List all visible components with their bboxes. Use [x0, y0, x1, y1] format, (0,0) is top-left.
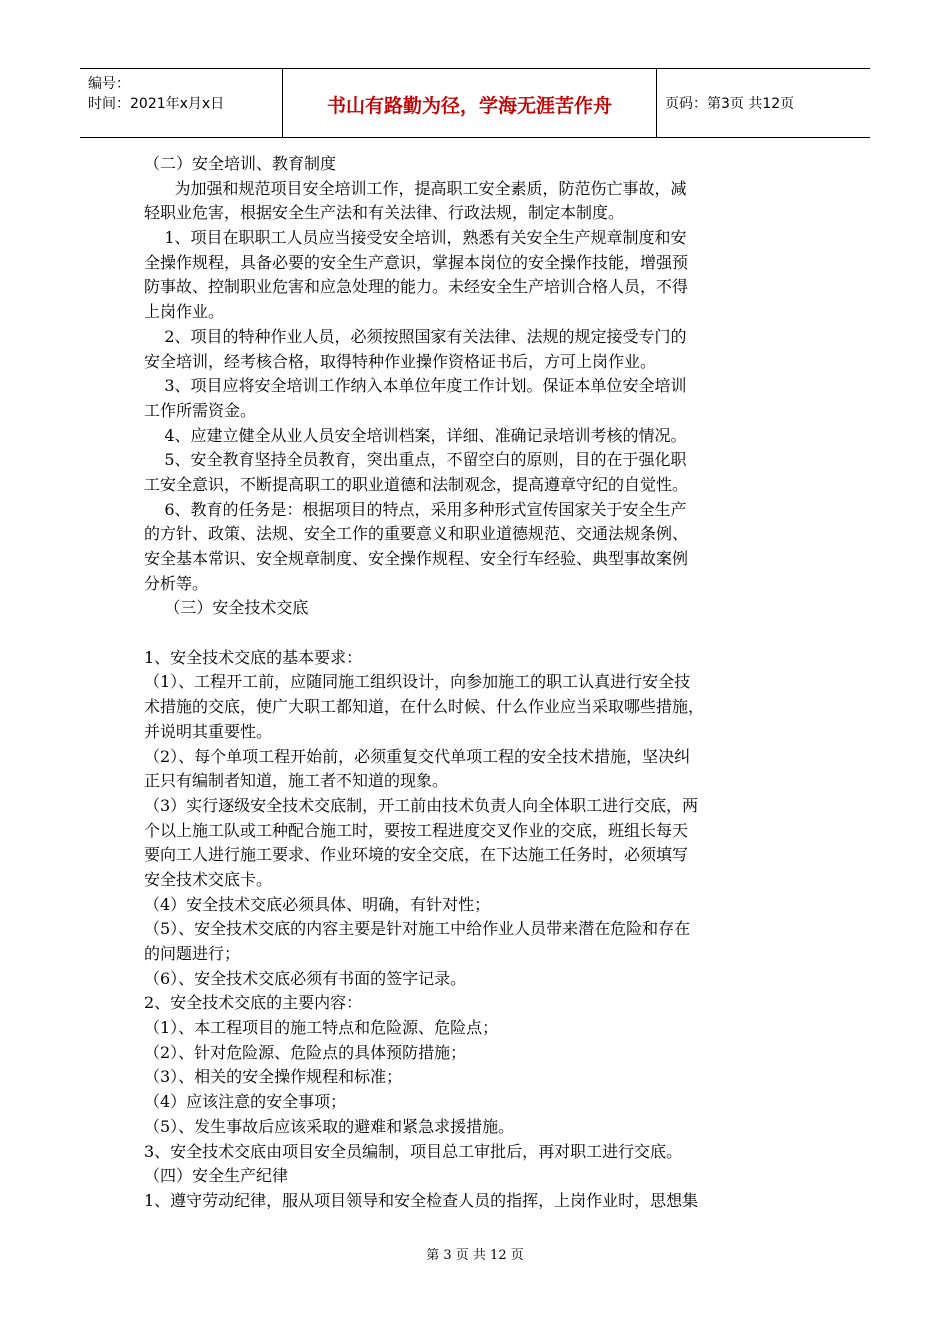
text-line: 个以上施工队或工种配合施工时，要按工程进度交叉作业的交底，班组长每天 [144, 820, 689, 840]
text-line: 并说明其重要性。 [144, 721, 273, 741]
text-line: （2）、针对危险源、危险点的具体预防措施； [144, 1042, 467, 1062]
text-line: 的方针、政策、法规、安全工作的重要意义和职业道德规范、交通法规条例、 [144, 524, 689, 544]
text-line: 术措施的交底，使广大职工都知道，在什么时候、什么作业应当采取哪些措施， [144, 697, 705, 717]
text-line: 的问题进行； [144, 944, 241, 963]
text-line: 3、项目应将安全培训工作纳入本单位年度工作计划。保证本单位安全培训 [144, 376, 687, 396]
text-line: 分析等。 [144, 573, 209, 593]
text-line: 安全基本常识、安全规章制度、安全操作规程、安全行车经验、典型事故案例 [144, 549, 689, 568]
text-line: 安全培训，经考核合格，取得特种作业操作资格证书后，方可上岗作业。 [144, 351, 657, 371]
text-line: 1、项目在职职工人员应当接受安全培训，熟悉有关安全生产规章制度和安 [144, 228, 687, 248]
text-line: （3）、相关的安全操作规程和标准； [144, 1067, 403, 1087]
text-line: （1）、工程开工前，应随同施工组织设计，向参加施工的职工认真进行安全技 [144, 672, 691, 692]
header-page-cell [657, 69, 870, 137]
text-line: （四）安全生产纪律 [144, 1166, 289, 1186]
text-line: （1）、本工程项目的施工特点和危险源、危险点； [144, 1018, 499, 1038]
text-line: （4）应该注意的安全事项； [144, 1092, 347, 1112]
text-line: 1、安全技术交底的基本要求： [144, 647, 363, 667]
text-line: （二）安全培训、教育制度 [144, 154, 337, 173]
text-line: （2）、每个单项工程开始前，必须重复交代单项工程的安全技术措施，坚决纠 [144, 746, 691, 766]
text-line: （5）、安全技术交底的内容主要是针对施工中给作业人员带来潜在危险和存在 [144, 919, 691, 939]
text-line: （5）、发生事故后应该采取的避难和紧急求援措施。 [144, 1116, 515, 1136]
document-body [144, 152, 810, 1214]
text-line: 2、安全技术交底的主要内容： [144, 993, 363, 1013]
text-line: 1、遵守劳动纪律，服从项目领导和安全检查人员的指挥，上岗作业时，思想集 [144, 1190, 699, 1210]
blank-line [144, 621, 810, 646]
text-line: （6）、安全技术交底必须有书面的签字记录。 [144, 968, 467, 988]
text-line: （4）安全技术交底必须具体、明确，有针对性； [144, 894, 491, 914]
text-line: 3、安全技术交底由项目安全员编制，项目总工审批后，再对职工进行交底。 [144, 1141, 683, 1161]
text-line: 上岗作业。 [144, 302, 225, 322]
text-line: 轻职业危害，根据安全生产法和有关法律、行政法规，制定本制度。 [144, 203, 625, 223]
text-line: 安全技术交底卡。 [144, 869, 273, 889]
document-number-label: 编号： [88, 76, 130, 92]
text-line: 4、应建立健全从业人员安全培训档案，详细、准确记录培训考核的情况。 [144, 425, 687, 445]
header-motto-cell [283, 69, 657, 137]
header-page-info: 页码：第3页 共12页 [665, 96, 795, 112]
text-line: 5、安全教育坚持全员教育，突出重点，不留空白的原则，目的在于强化职 [144, 450, 687, 470]
text-line: 要向工人进行施工要求、作业环境的安全交底，在下达施工任务时，必须填写 [144, 845, 689, 865]
text-line: 为加强和规范项目安全培训工作，提高职工安全素质，防范伤亡事故，减 [144, 178, 687, 198]
text-line: （三）安全技术交底 [144, 598, 309, 618]
text-line: 工安全意识，不断提高职工的职业道德和法制观念，提高遵章守纪的自觉性。 [144, 474, 689, 494]
page-header [80, 68, 870, 138]
text-line: （3）实行逐级安全技术交底制，开工前由技术负责人向全体职工进行交底，两 [144, 795, 699, 815]
page-footer: 第 3 页 共 12 页 [426, 1248, 524, 1263]
header-meta [80, 69, 283, 137]
text-line: 全操作规程，具备必要的安全生产意识，掌握本岗位的安全操作技能，增强预 [144, 252, 689, 272]
document-date: 时间：2021年x月x日 [88, 96, 225, 112]
text-line: 2、项目的特种作业人员，必须按照国家有关法律、法规的规定接受专门的 [144, 326, 687, 346]
header-motto: 书山有路勤为径，学海无涯苦作舟 [326, 95, 612, 117]
text-line: 6、教育的任务是：根据项目的特点，采用多种形式宣传国家关于安全生产 [144, 499, 687, 519]
text-line: 工作所需资金。 [144, 400, 257, 420]
text-line: 防事故、控制职业危害和应急处理的能力。未经安全生产培训合格人员，不得 [144, 277, 689, 297]
text-line: 正只有编制者知道，施工者不知道的现象。 [144, 771, 449, 791]
